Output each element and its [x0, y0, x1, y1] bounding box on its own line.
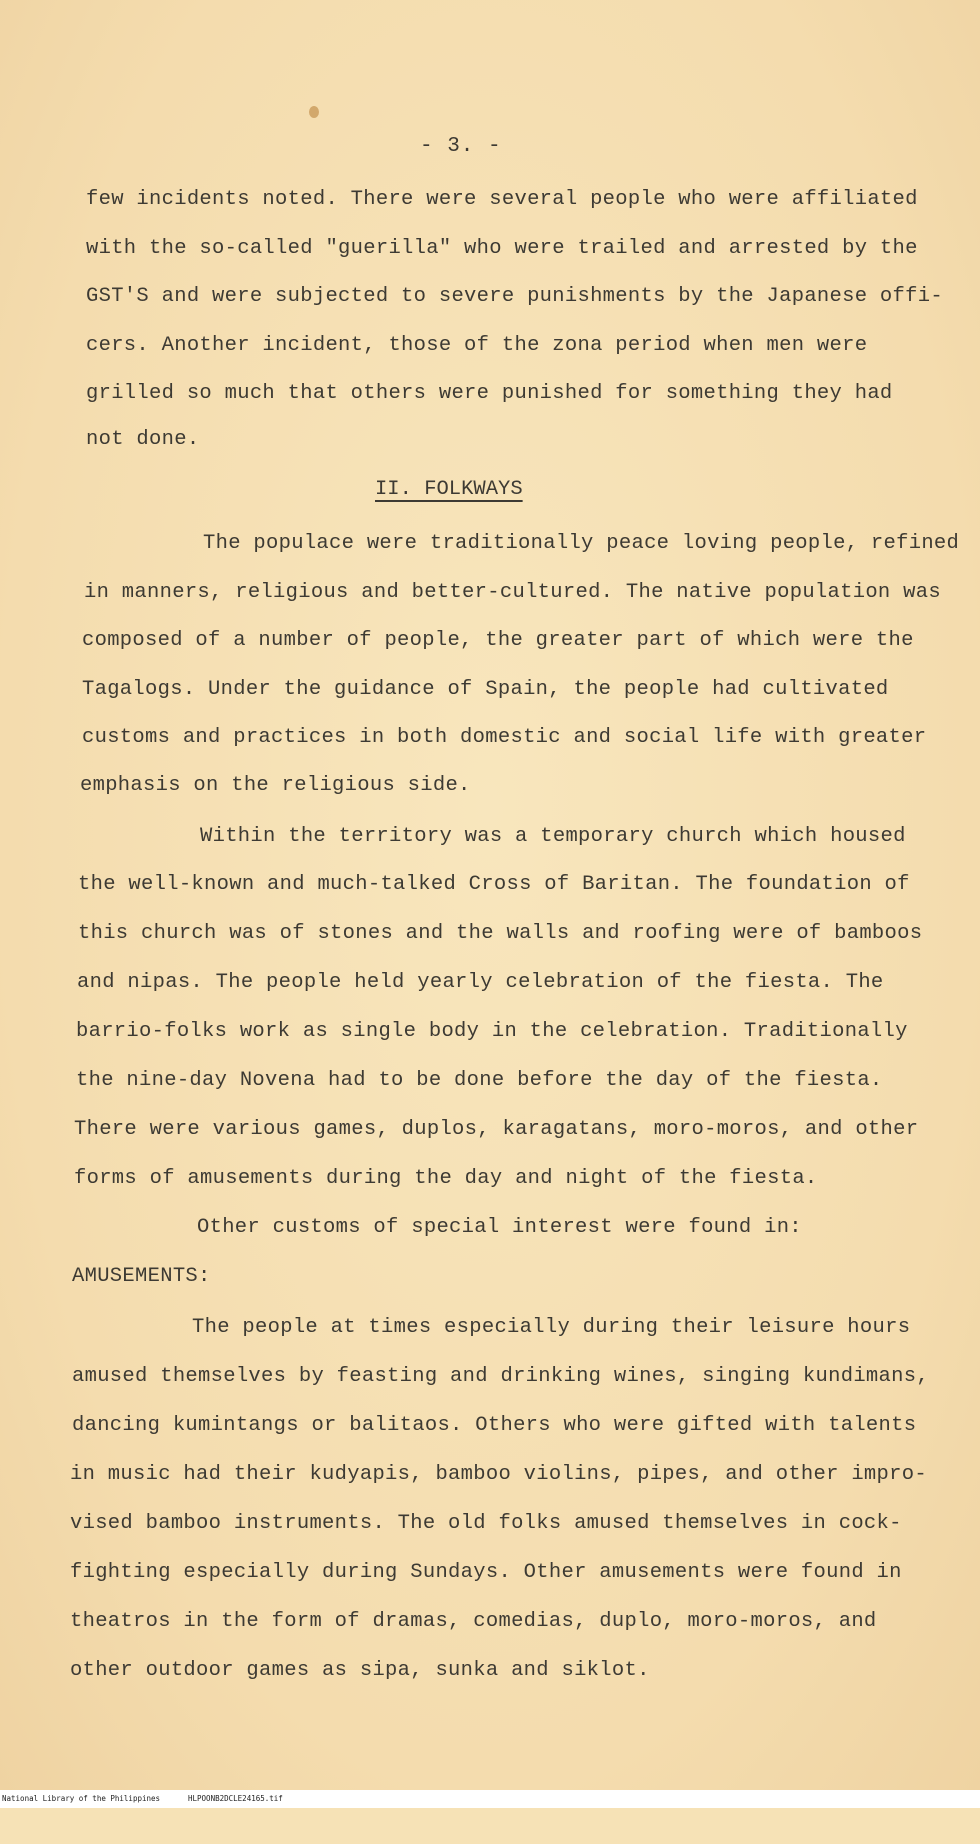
scan-footer: [0, 1790, 980, 1808]
text-line: cers. Another incident, those of the zona period when men were: [86, 334, 868, 357]
text-line: this church was of stones and the walls and roofing were of bamboos: [78, 922, 923, 945]
text-line: grilled so much that others were punished for something they had: [86, 382, 893, 405]
text-line: in music had their kudyapis, bamboo violins, pipes, and other impro-: [70, 1463, 927, 1486]
section-heading: II. FOLKWAYS: [375, 478, 523, 501]
footer-filename: HLPOONB2DCLE24165.tif: [188, 1794, 283, 1803]
text-line: GST'S and were subjected to severe punishments by the Japanese offi-: [86, 285, 943, 308]
text-line: Tagalogs. Under the guidance of Spain, the people had cultivated: [82, 678, 889, 701]
text-line: with the so-called "guerilla" who were trailed and arrested by the: [86, 237, 918, 260]
text-line: The populace were traditionally peace loving people, refined: [203, 532, 960, 555]
subheading-amusements: AMUSEMENTS:: [72, 1265, 211, 1288]
text-line: dancing kumintangs or balitaos. Others who were gifted with talents: [72, 1414, 917, 1437]
text-line: forms of amusements during the day and night of the fiesta.: [74, 1167, 818, 1190]
text-line: amused themselves by feasting and drinking wines, singing kundimans,: [72, 1365, 929, 1388]
page-number: - 3. -: [420, 135, 502, 158]
text-line: vised bamboo instruments. The old folks amused themselves in cock-: [70, 1512, 902, 1535]
text-line: customs and practices in both domestic and social life with greater: [82, 726, 927, 749]
text-line: other outdoor games as sipa, sunka and siklot.: [70, 1659, 650, 1682]
text-line: There were various games, duplos, karagatans, moro-moros, and other: [74, 1118, 919, 1141]
text-line: composed of a number of people, the greater part of which were the: [82, 629, 914, 652]
paper-stain: [309, 106, 319, 118]
text-line: in manners, religious and better-cultured. The native population was: [84, 581, 941, 604]
text-line: and nipas. The people held yearly celebration of the fiesta. The: [77, 971, 884, 994]
text-line: barrio-folks work as single body in the celebration. Traditionally: [76, 1020, 908, 1043]
text-line: the well-known and much-talked Cross of Baritan. The foundation of: [78, 873, 910, 896]
text-line: emphasis on the religious side.: [80, 774, 471, 797]
text-line: few incidents noted. There were several people who were affiliated: [86, 188, 918, 211]
text-line: fighting especially during Sundays. Other amusements were found in: [70, 1561, 902, 1584]
text-line: Within the territory was a temporary church which housed: [200, 825, 906, 848]
text-line: Other customs of special interest were found in:: [197, 1216, 802, 1239]
text-line: not done.: [86, 428, 200, 451]
footer-library: National Library of the Philippines: [2, 1794, 161, 1803]
text-line: theatros in the form of dramas, comedias, duplo, moro-moros, and: [70, 1610, 877, 1633]
text-line: The people at times especially during their leisure hours: [192, 1316, 911, 1339]
text-line: the nine-day Novena had to be done before the day of the fiesta.: [76, 1069, 883, 1092]
